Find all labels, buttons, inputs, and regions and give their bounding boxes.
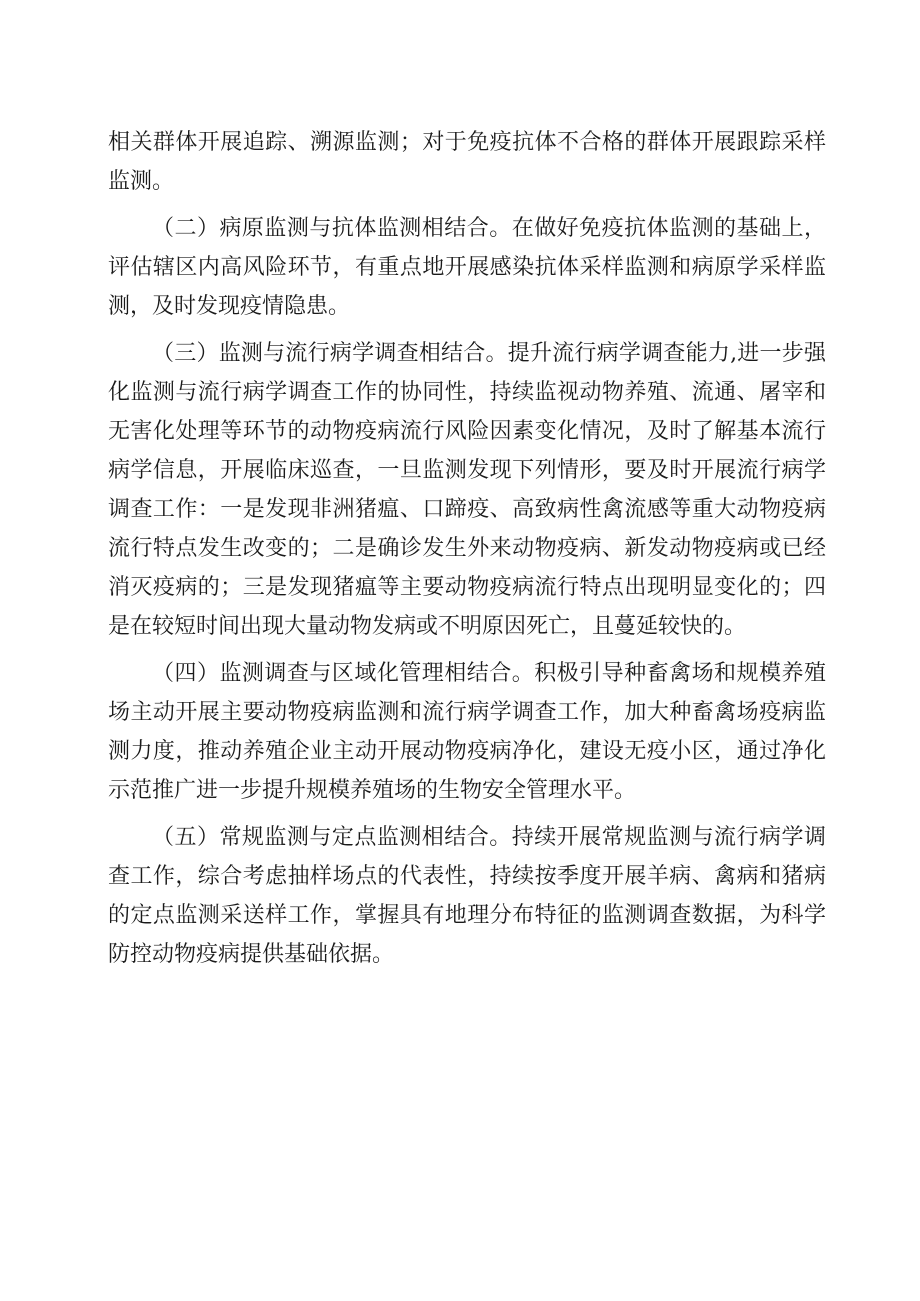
paragraph-continued: 相关群体开展追踪、溯源监测；对于免疫抗体不合格的群体开展跟踪采样监测。 <box>108 130 826 194</box>
paragraph-section-4: （四）监测调查与区域化管理相结合。积极引导种畜禽场和规模养殖场主动开展主要动物疫病监测和流行病学调查工作，加大种畜禽场疫病监测力度，推动养殖企业主动开展动物疫病净化，建设无疫小区，通过净化示范推广进一步提升规模养殖场的生物安全管理水平。 <box>108 661 826 803</box>
document-page <box>108 123 826 982</box>
paragraph-section-5: （五）常规监测与定点监测相结合。持续开展常规监测与流行病学调查工作，综合考虑抽样场点的代表性，持续按季度开展羊病、禽病和猪病的定点监测采送样工作，掌握具有地理分布特征的监测调查数据，为科学防控动物疫病提供基础依据。 <box>108 825 826 967</box>
paragraph-section-3: （三）监测与流行病学调查相结合。提升流行病学调查能力,进一步强化监测与流行病学调查工作的协同性，持续监视动物养殖、流通、屠宰和无害化处理等环节的动物疫病流行风险因素变化情况，及时了解基本流行病学信息，开展临床巡查，一旦监测发现下列情形，要及时开展流行病学调查工作：一是发现非洲猪瘟、口蹄疫、高致病性禽流感等重大动物疫病流行特点发生改变的；二是确诊发生外来动物疫病、新发动物疫病或已经消灭疫病的；三是发现猪瘟等主要动物疫病流行特点出现明显变化的；四是在较短时间出现大量动物发病或不明原因死亡，且蔓延较快的。 <box>108 341 826 639</box>
paragraph-section-2: （二）病原监测与抗体监测相结合。在做好免疫抗体监测的基础上，评估辖区内高风险环节，有重点地开展感染抗体采样监测和病原学采样监测，及时发现疫情隐患。 <box>108 216 826 319</box>
